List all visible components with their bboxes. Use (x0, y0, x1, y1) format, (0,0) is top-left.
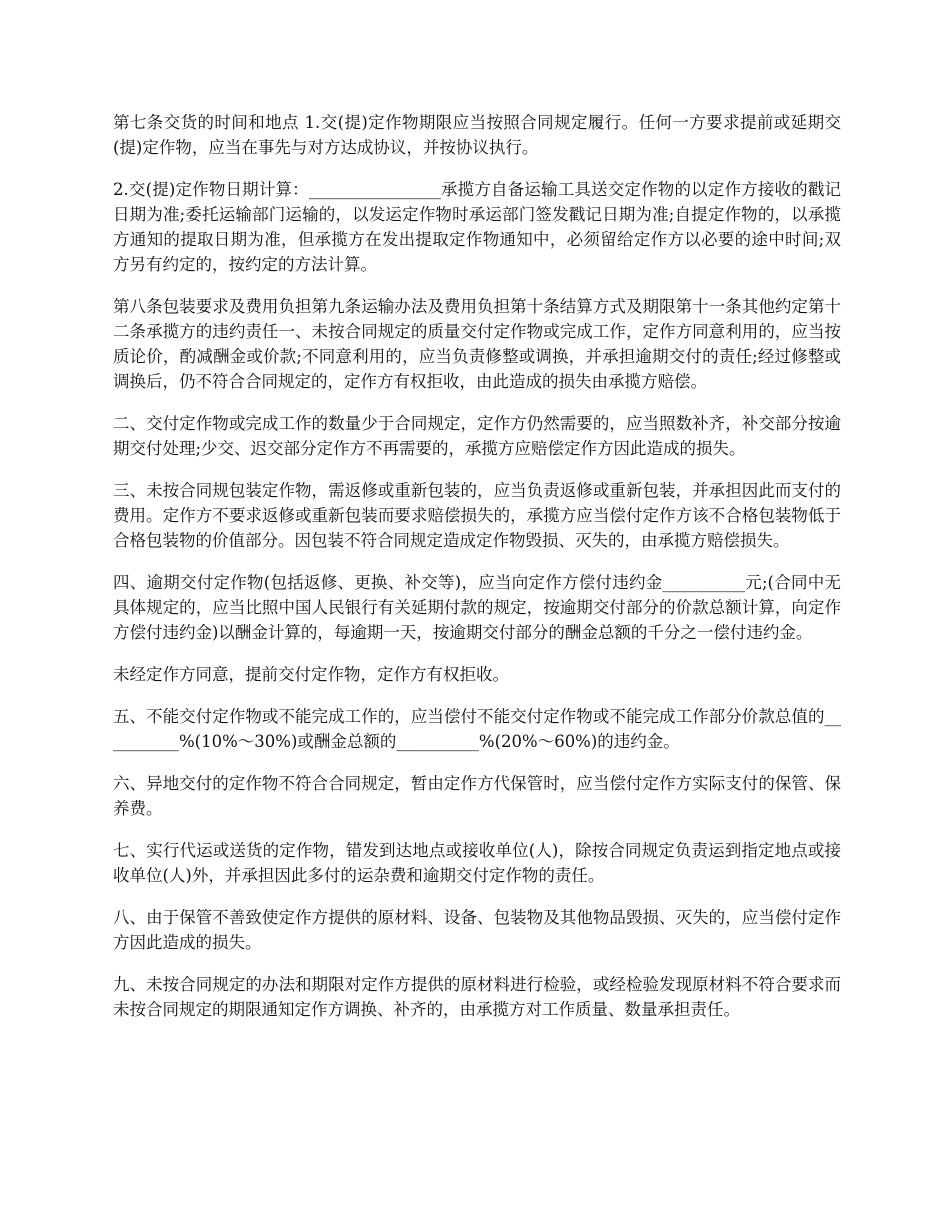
paragraph-clause-2: 二、交付定作物或完成工作的数量少于合同规定，定作方仍然需要的，应当照数补齐，补交部分按逾期交付处理;少交、迟交部分定作方不再需要的，承揽方应赔偿定作方因此造成的损失。 (113, 414, 841, 458)
paragraph-clause-9: 九、未按合同规定的办法和期限对定作方提供的原材料进行检验，或经检验发现原材料不符合要求而未按合同规定的期限通知定作方调换、补齐的，由承揽方对工作质量、数量承担责任。 (113, 975, 841, 1019)
paragraph-article-7: 第七条交货的时间和地点 1.交(提)定作物期限应当按照合同规定履行。任何一方要求提前或延期交(提)定作物，应当在事先与对方达成协议，并按协议执行。 (113, 113, 841, 157)
paragraph-clause-6: 六、异地交付的定作物不符合合同规定，暂由定作方代保管时，应当偿付定作方实际支付的保管、保养费。 (113, 774, 841, 818)
paragraph-clause-7: 七、实行代运或送货的定作物，错发到达地点或接收单位(人)，除按合同规定负责运到指定地点或接收单位(人)外，并承担因此多付的运杂费和逾期交付定作物的责任。 (113, 841, 841, 885)
paragraph-clause-4: 四、逾期交付定作物(包括返修、更换、补交等)，应当向定作方偿付违约金__________元;(合同中无具体规定的，应当比照中国人民银行有关延期付款的规定，按逾期交付部分的价款总额计算，向定作方偿付违约金)以酬金计算的，每逾期一天，按逾期交付部分的酬金总额的千分之一偿付违约金。 (113, 573, 841, 642)
paragraph-early-delivery: 未经定作方同意，提前交付定作物，定作方有权拒收。 (113, 665, 509, 684)
paragraph-articles-8-12: 第八条包装要求及费用负担第九条运输办法及费用负担第十条结算方式及期限第十一条其他约定第十二条承揽方的违约责任一、未按合同规定的质量交付定作物或完成工作，定作方同意利用的，应当按质论价，酌减酬金或价款;不同意利用的，应当负责修整或调换，并承担逾期交付的责任;经过修整或调换后，仍不符合合同规定的，定作方有权拒收，由此造成的损失由承揽方赔偿。 (113, 297, 841, 391)
paragraph-clause-5: 五、不能交付定作物或不能完成工作的，应当偿付不能交付定作物或不能完成工作部分价款总值的__________%(10%～30%)或酬金总额的__________%(20%～60%)的违约金。 (113, 707, 841, 751)
paragraph-clause-8: 八、由于保管不善致使定作方提供的原材料、设备、包装物及其他物品毁损、灭失的，应当偿付定作方因此造成的损失。 (113, 908, 841, 952)
paragraph-clause-3: 三、未按合同规包装定作物，需返修或重新包装的，应当负责返修或重新包装，并承担因此而支付的费用。定作方不要求返修或重新包装而要求赔偿损失的，承揽方应当偿付定作方该不合格包装物低于合格包装物的价值部分。因包装不符合同规定造成定作物毁损、灭失的，由承揽方赔偿损失。 (113, 481, 841, 550)
paragraph-delivery-date-calculation: 2.交(提)定作物日期计算：________________承揽方自备运输工具送交定作物的以定作方接收的戳记日期为准;委托运输部门运输的，以发运定作物时承运部门签发戳记日期为准;自提定作物的，以承揽方通知的提取日期为准，但承揽方在发出提取定作物通知中，必须留给定作方以必要的途中时间;双方另有约定的，按约定的方法计算。 (113, 180, 841, 274)
document-page (113, 110, 841, 1039)
